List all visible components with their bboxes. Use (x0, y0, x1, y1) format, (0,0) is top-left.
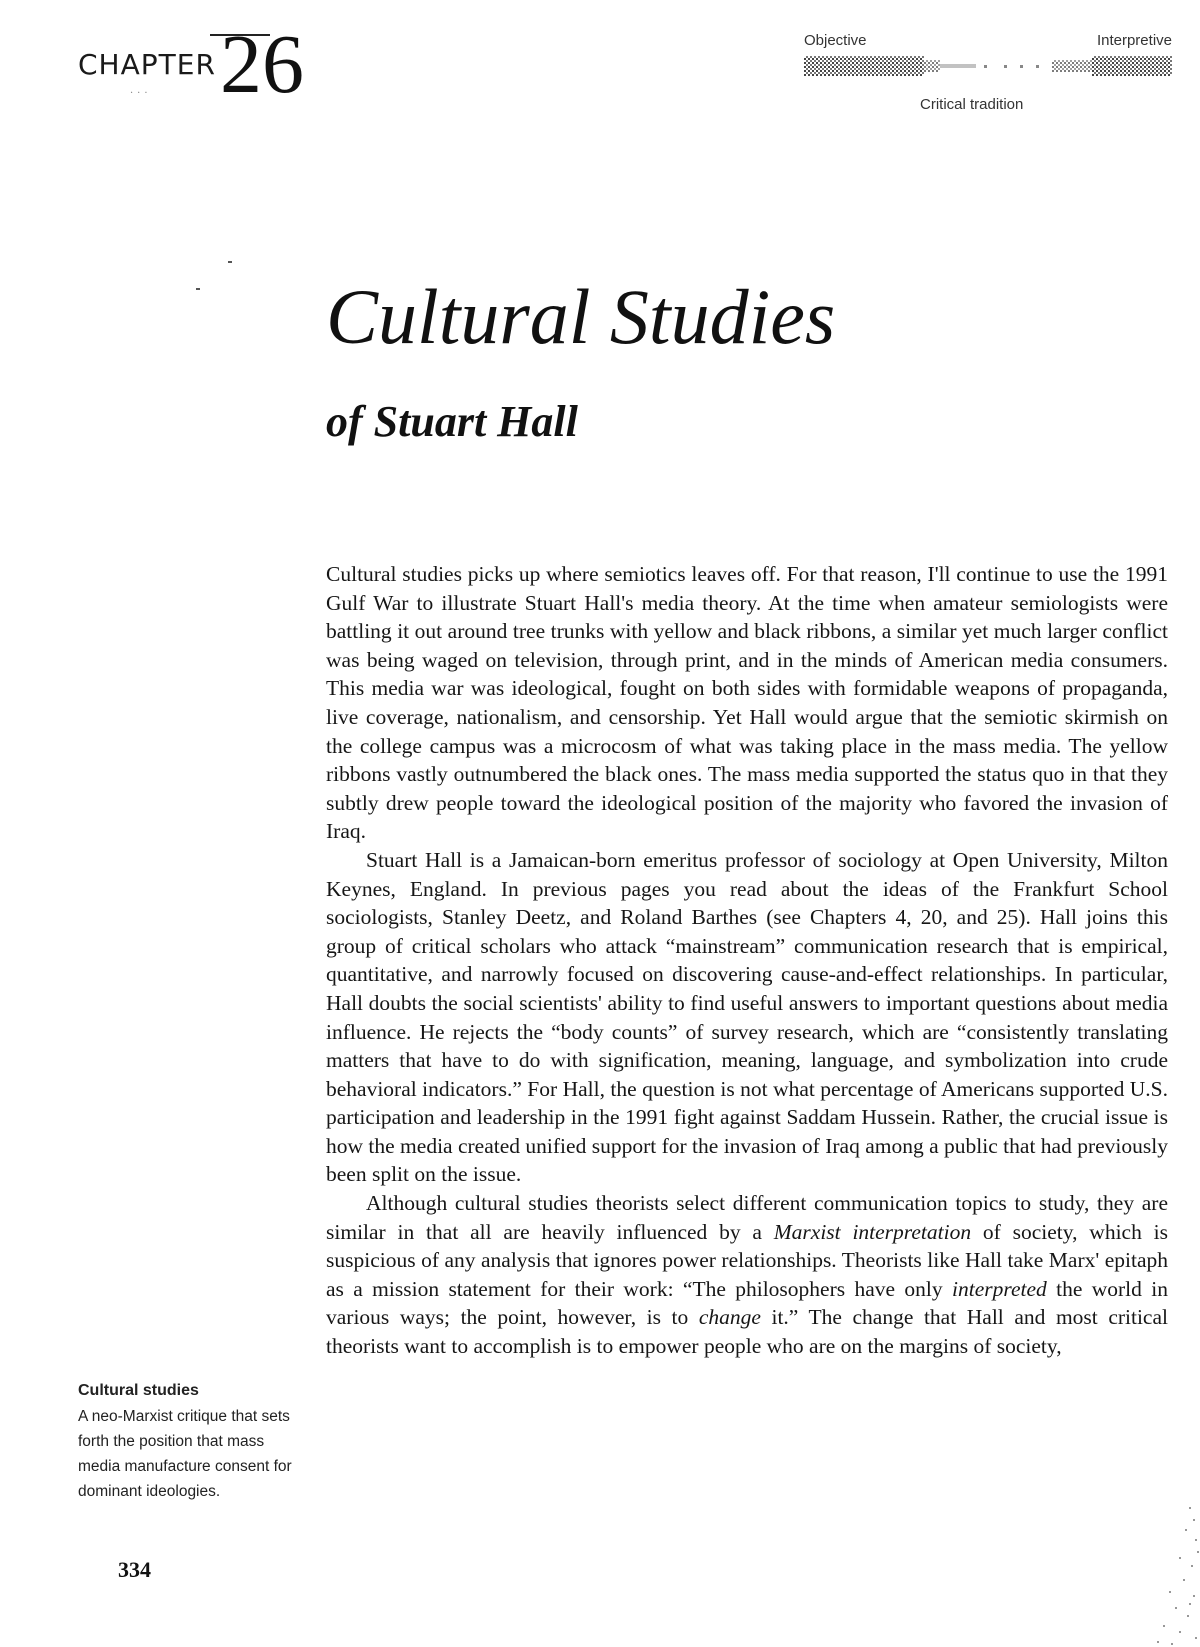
chapter-label: CHAPTER (78, 48, 216, 81)
text-run: the world in various ways; the point, however, is to (326, 1276, 1168, 1330)
text-run: Although cultural studies theorists select different communication topics to study, they are similar in that all are heavily influenced by a (326, 1191, 1168, 1244)
glossary-definition: A neo-Marxist critique that sets forth the position that mass media manufacture consent for dominant ideologies. (78, 1408, 292, 1500)
margin-glossary (78, 1382, 292, 1504)
emphasis: Marxist interpretation (773, 1219, 972, 1244)
glossary-term: Cultural studies (78, 1382, 199, 1399)
text-run: it.” The change that Hall and most critical theorists want to accomplish is to empower people who are on the margins of society, (326, 1305, 1168, 1359)
tradition-scale (804, 30, 1172, 113)
paragraph: Cultural studies picks up where semiotics leaves off. For that reason, I'll continue to use the 1991 Gulf War to illustrate Stuart Hall's media theory. At the time when amateur semiologists were battling it out around tree trunks with yellow and black ribbons, a similar yet much larger conflict was being waged on television, through print, and in the minds of American media consumers. This media war was ideological, fought on both sides with formidable weapons of propaganda, live coverage, nationalism, and censorship. Yet Hall would argue that the semiotic skirmish on the college campus was a microcosm of what was taking place in the mass media. The yellow ribbons vastly outnumbered the black ones. The mass media supported the status quo in that they subtly drew people toward the ideological position of the majority who favored the invasion of Iraq. (326, 562, 1168, 844)
tradition-label: Critical tradition (920, 96, 1024, 113)
scan-mark (228, 261, 232, 263)
paragraph: Stuart Hall is a Jamaican-born emeritus professor of sociology at Open University, Milton Keynes, England. In previous pages you read about the ideas of the Frankfurt School sociologists, Stanley Deetz, and Roland Barthes (see Chapters 4, 20, and 25). Hall joins this group of critical scholars who attack “mainstream” communication research that is empirical, quantitative, and narrowly focused on discovering cause-and-effect relationships. In particular, Hall doubts the social scientists' ability to find useful answers to important questions about media influence. He rejects the “body counts” of survey research, which are “consistently translating matters that have to do with signification, meaning, language, and symbolization into crude behavioral indicators.” For Hall, the question is not what percentage of Americans supported U.S. participation and leadership in the 1991 fight against Saddam Hussein. Rather, the crucial issue is how the media created unified support for the invasion of Iraq among a public that had previously been split on the issue. (326, 847, 1168, 1187)
text-run: of society, which is suspicious of any analysis that ignores power relationships. Theorists like Hall take Marx' epitaph as a mission statement for their work: “The philosophers have only (326, 1219, 1168, 1301)
chapter-subtitle: of Stuart Hall (326, 397, 578, 446)
scale-bar (804, 54, 1172, 78)
scan-edge-speckle (1150, 1500, 1200, 1647)
scale-interpretive-label: Interpretive (1096, 32, 1172, 49)
chapter-title: Cultural Studies (326, 273, 836, 360)
scan-mark (196, 288, 200, 290)
chapter-dots: ··· (130, 88, 152, 99)
paragraph (326, 1189, 1168, 1361)
page-number: 334 (118, 1557, 151, 1582)
chapter-number: 26 (220, 18, 304, 111)
emphasis: interpreted (952, 1276, 1047, 1301)
emphasis: change (698, 1305, 761, 1330)
body-text (326, 560, 1168, 1361)
scale-objective-label: Objective (804, 32, 867, 49)
chapter-heading (78, 18, 318, 111)
